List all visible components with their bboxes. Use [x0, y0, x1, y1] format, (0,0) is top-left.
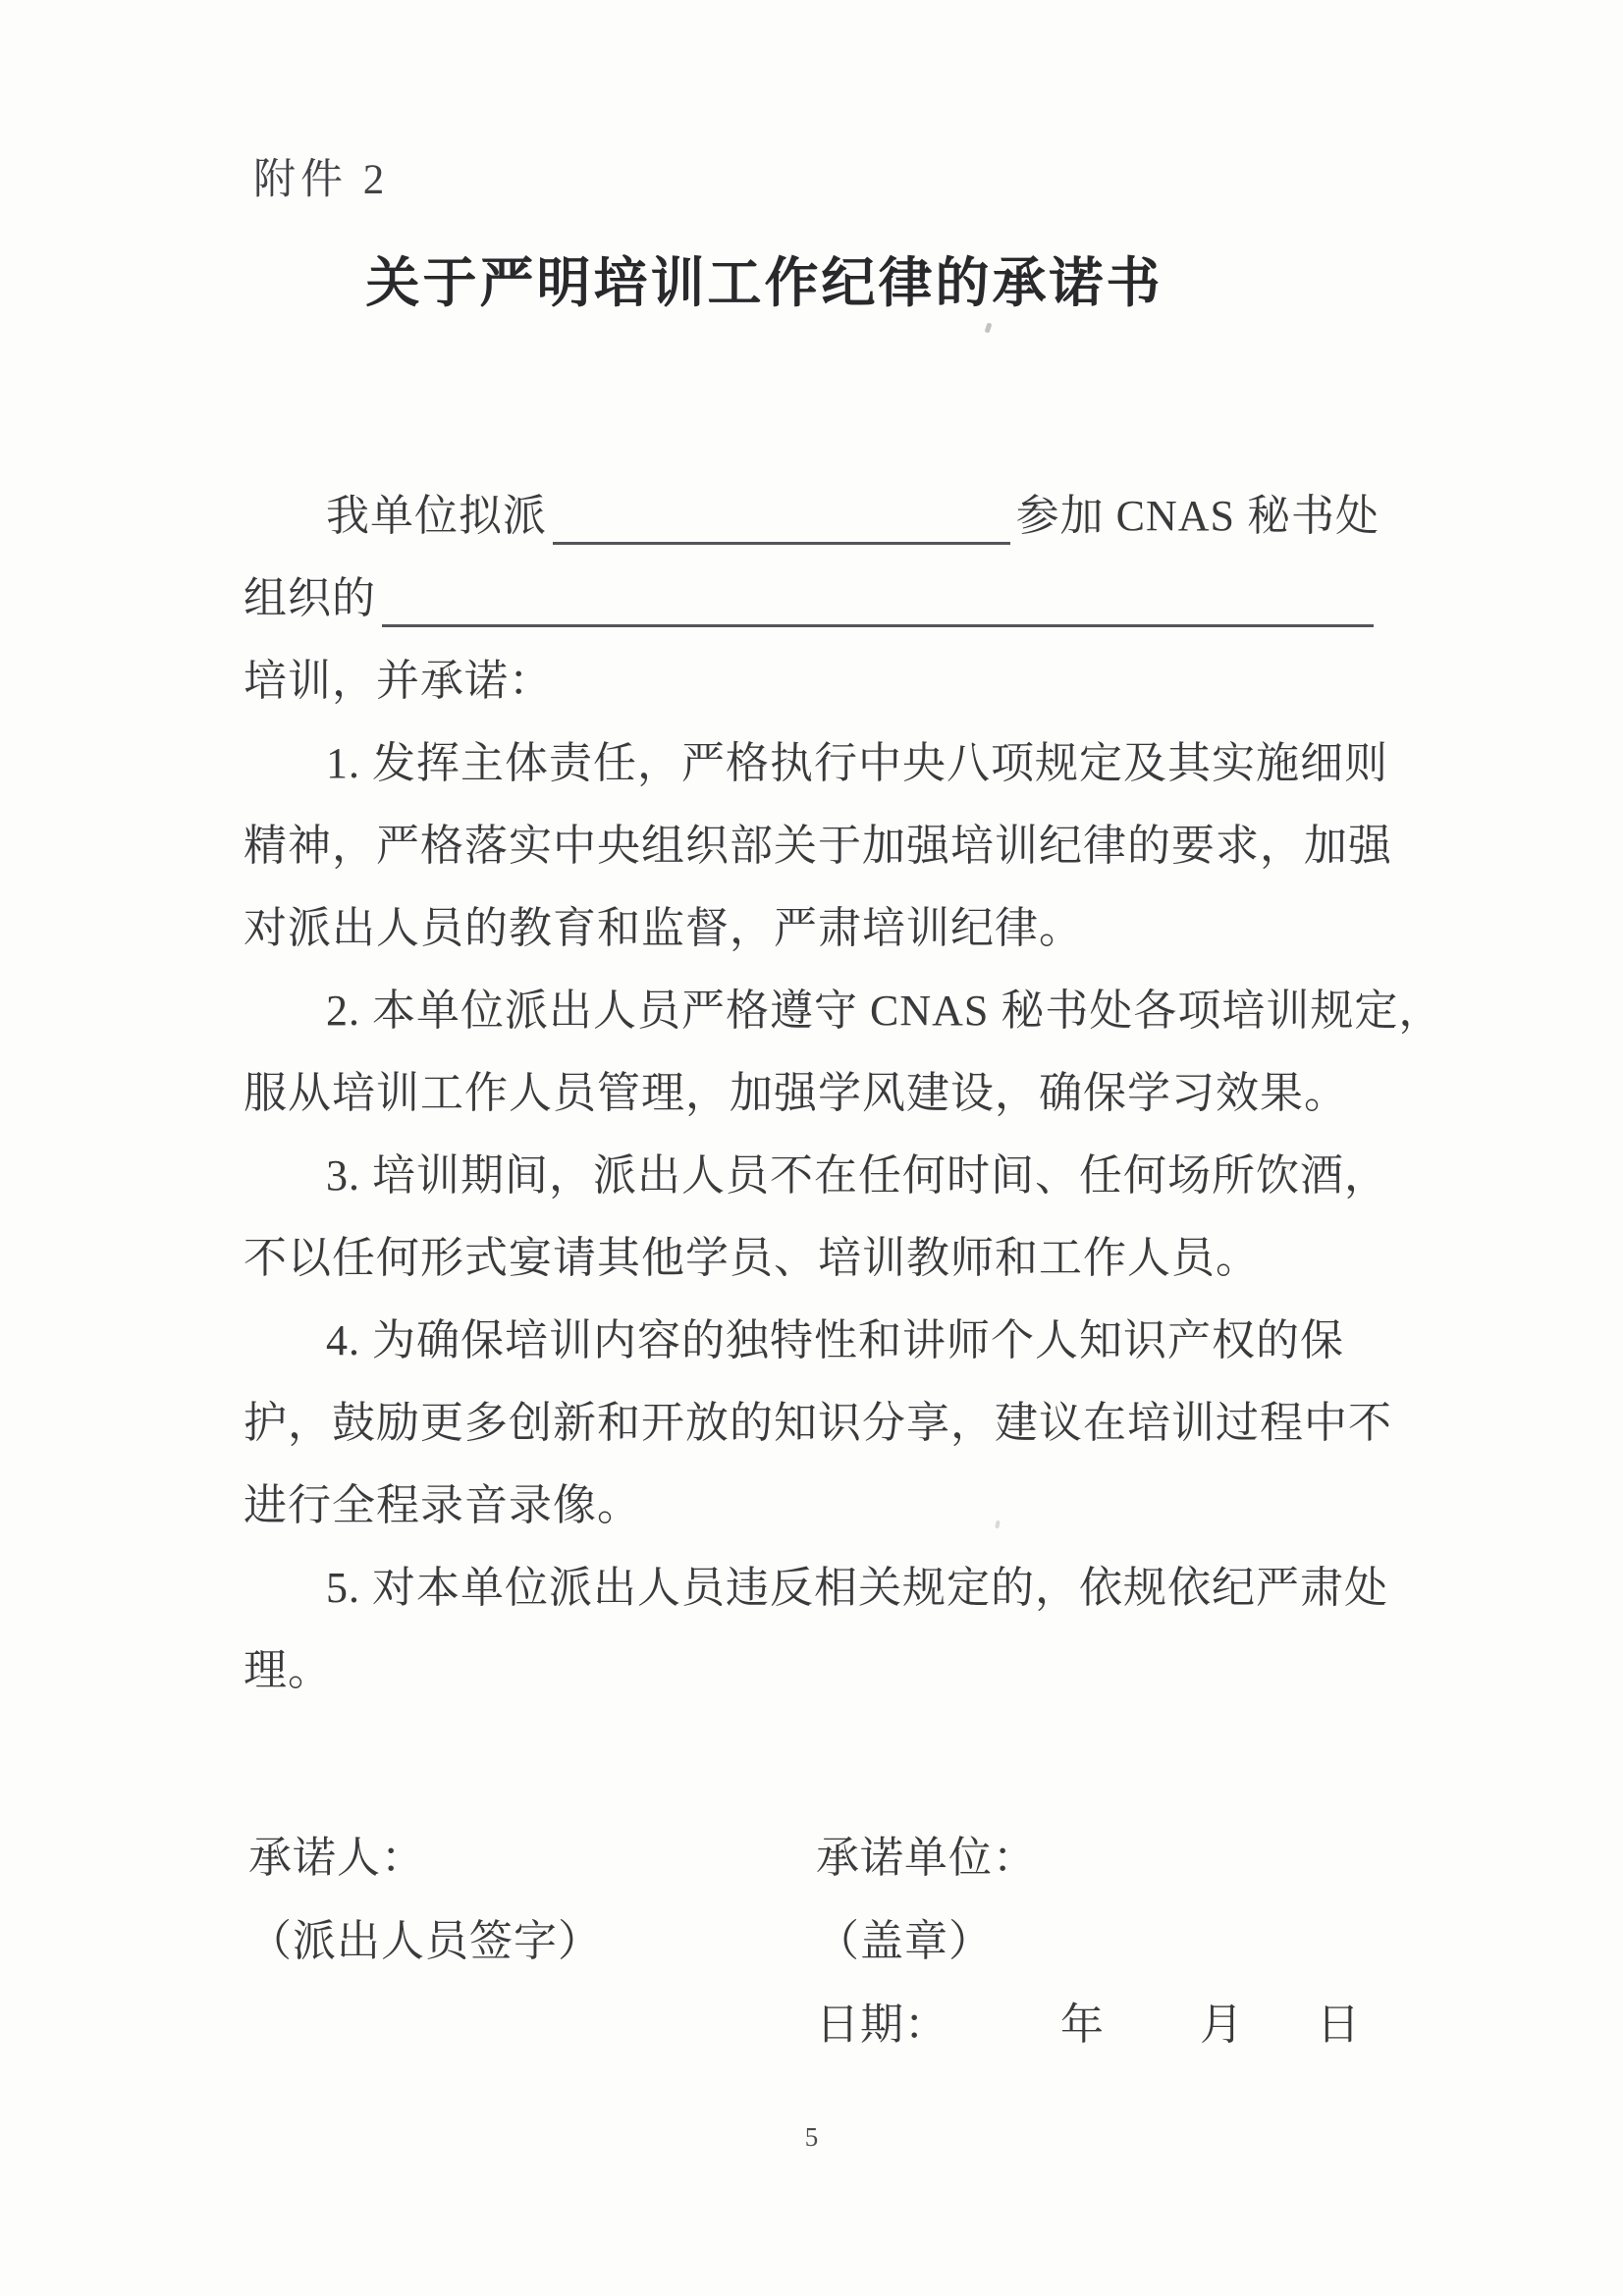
date-year-label: 年 [1060, 2001, 1105, 2049]
intro-line-1 [243, 475, 1380, 558]
body-line-1: 1. 发挥主体责任，严格执行中央八项规定及其实施细则 [326, 739, 1388, 787]
fill-in-blank-training-name [382, 558, 1374, 627]
page-number: 5 [804, 2122, 819, 2152]
scan-artifact-speck [985, 322, 993, 333]
signature-row-date [248, 1983, 1623, 2066]
body-line-12: 理。 [243, 1646, 332, 1694]
date-day-label: 日 [1317, 2001, 1361, 2049]
date-month-label: 月 [1200, 2001, 1244, 2049]
body-line-8: 4. 为确保培训内容的独特性和讲师个人知识产权的保 [326, 1316, 1344, 1364]
fill-in-blank-delegate-name [553, 475, 1010, 545]
intro-line-2-prefix: 组织的 [243, 574, 376, 622]
document-body [243, 475, 1443, 1712]
intro-line-1-prefix: 我单位拟派 [326, 492, 547, 540]
promiser-label: 承诺人： [248, 1834, 425, 1882]
body-line-2: 精神，严格落实中央组织部关于加强培训纪律的要求，加强 [243, 822, 1392, 870]
body-line-4: 2. 本单位派出人员严格遵守 CNAS 秘书处各项培训规定， [326, 987, 1443, 1035]
body-line-5: 服从培训工作人员管理，加强学风建设，确保学习效果。 [243, 1069, 1348, 1117]
date-line [816, 1983, 1361, 2066]
intro-line-1-suffix: 参加 CNAS 秘书处 [1015, 492, 1380, 540]
body-line-7: 不以任何形式宴请其他学员、培训教师和工作人员。 [243, 1234, 1260, 1282]
body-line-6: 3. 培训期间，派出人员不在任何时间、任何场所饮酒， [326, 1151, 1388, 1200]
signature-row-labels [248, 1816, 1623, 1899]
intro-line-3: 培训，并承诺： [243, 657, 553, 705]
attachment-label: 附件 2 [253, 157, 390, 203]
body-line-10: 进行全程录音录像。 [243, 1481, 641, 1529]
promiser-sign-note: （派出人员签字） [248, 1917, 602, 1965]
intro-line-2 [243, 558, 1380, 640]
body-line-11: 5. 对本单位派出人员违反相关规定的，依规依纪严肃处 [326, 1564, 1388, 1612]
signature-block [0, 1816, 1623, 2066]
document-title: 关于严明培训工作纪律的承诺书 [365, 252, 1163, 313]
signature-row-notes [248, 1899, 1623, 1983]
unit-label: 承诺单位： [816, 1834, 1037, 1882]
date-label: 日期： [816, 2001, 948, 2049]
unit-seal-note: （盖章） [816, 1917, 993, 1965]
date-row-spacer [248, 1983, 816, 2066]
body-line-3: 对派出人员的教育和监督，严肃培训纪律。 [243, 904, 1083, 952]
body-line-9: 护，鼓励更多创新和开放的知识分享，建议在培训过程中不 [243, 1399, 1392, 1447]
